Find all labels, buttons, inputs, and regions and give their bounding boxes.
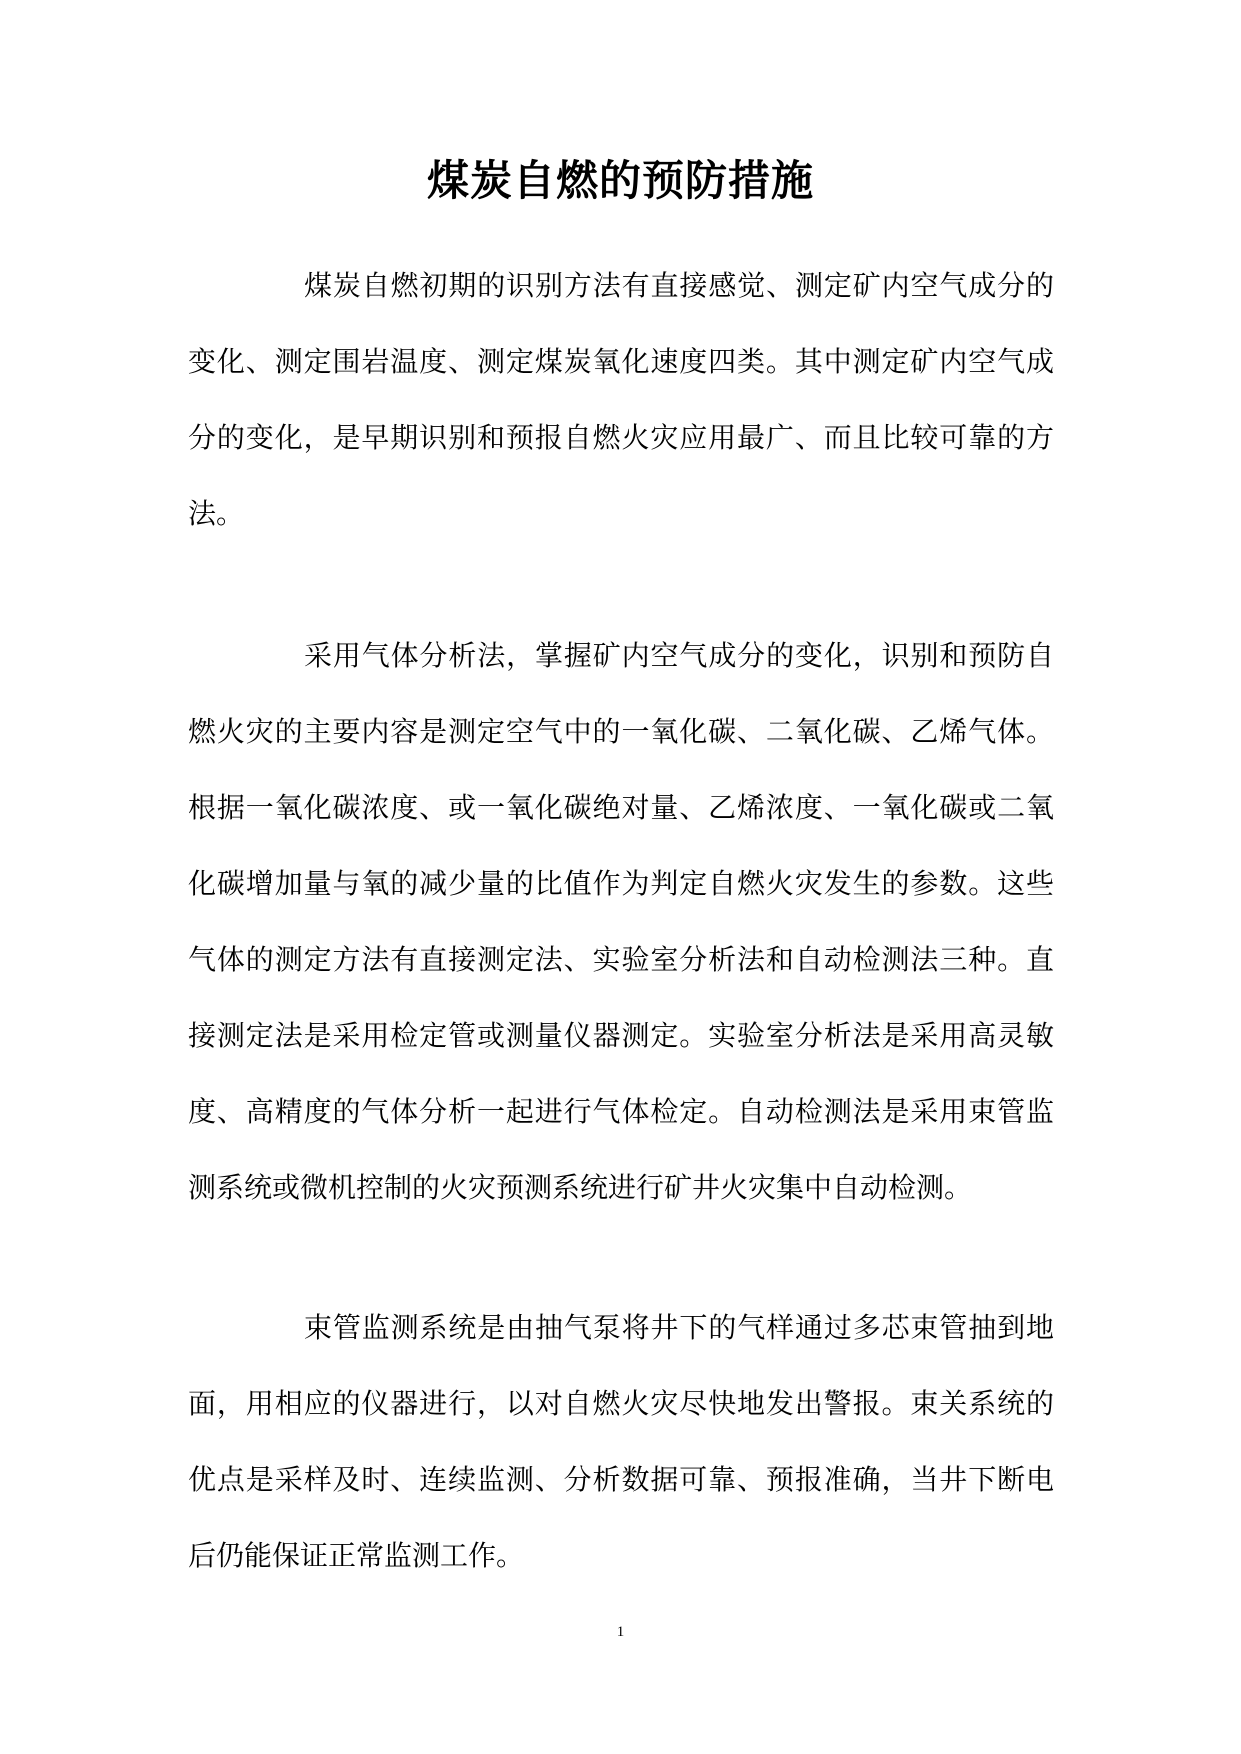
document-title: 煤炭自燃的预防措施 bbox=[426, 156, 814, 205]
paragraph-gas-analysis: 采用气体分析法，掌握矿内空气成分的变化，识别和预防自燃火灾的主要内容是测定空气中的一氧化碳、二氧化碳、乙烯气体。根据一氧化碳浓度、或一氧化碳绝对量、乙烯浓度、一氧化碳或二氧化碳增加量与氧的减少量的比值作为判定自燃火灾发生的参数。这些气体的测定方法有直接测定法、实验室分析法和自动检测法三种。直接测定法是采用检定管或测量仪器测定。实验室分析法是采用高灵敏度、高精度的气体分析一起进行气体检定。自动检测法是采用束管监测系统或微机控制的火灾预测系统进行矿井火灾集中自动检测。 bbox=[188, 639, 1054, 1204]
page-number: 1 bbox=[616, 1624, 625, 1640]
paragraph-identification-methods: 煤炭自燃初期的识别方法有直接感觉、测定矿内空气成分的变化、测定围岩温度、测定煤炭氧化速度四类。其中测定矿内空气成分的变化，是早期识别和预报自燃火灾应用最广、而且比较可靠的方法。 bbox=[188, 269, 1054, 530]
paragraph-tube-monitoring: 束管监测系统是由抽气泵将井下的气样通过多芯束管抽到地面，用相应的仪器进行，以对自燃火灾尽快地发出警报。束关系统的优点是采样及时、连续监测、分析数据可靠、预报准确，当井下断电后仍能保证正常监测工作。 bbox=[188, 1311, 1054, 1572]
